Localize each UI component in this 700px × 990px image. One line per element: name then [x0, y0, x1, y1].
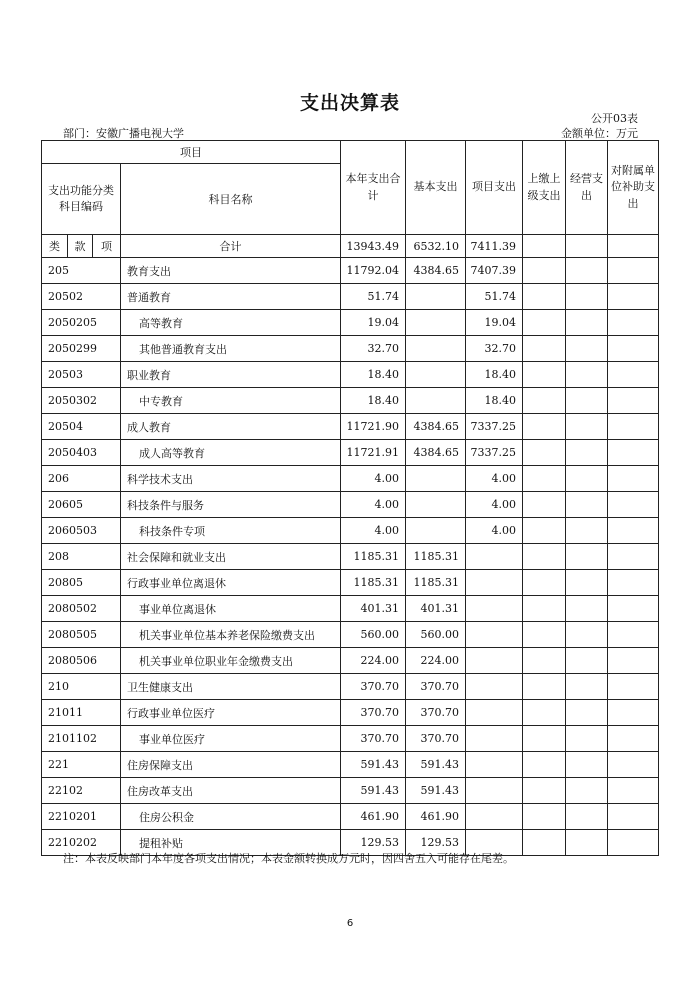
- row-basic: [406, 284, 466, 310]
- row-name: 高等教育: [121, 310, 341, 336]
- row-basic: 129.53: [406, 830, 466, 856]
- row-basic: 224.00: [406, 648, 466, 674]
- row-project: 4.00: [466, 518, 523, 544]
- row-basic: [406, 310, 466, 336]
- row-total: 224.00: [341, 648, 406, 674]
- row-name: 中专教育: [121, 388, 341, 414]
- row-operation: [566, 544, 608, 570]
- row-name: 普通教育: [121, 284, 341, 310]
- row-upper: [523, 648, 566, 674]
- row-subsidy: [608, 674, 659, 700]
- row-operation: [566, 362, 608, 388]
- page-title: 支出决算表: [299, 92, 400, 114]
- row-operation: [566, 310, 608, 336]
- table-row: [42, 518, 659, 544]
- row-upper: [523, 440, 566, 466]
- row-project: 7407.39: [466, 258, 523, 284]
- amount-unit-label: 金额单位：万元: [561, 127, 638, 140]
- row-project: 18.40: [466, 388, 523, 414]
- row-upper: [523, 466, 566, 492]
- row-upper: [523, 674, 566, 700]
- row-code: 2050205: [42, 310, 121, 336]
- row-project: [466, 700, 523, 726]
- row-total: 1185.31: [341, 570, 406, 596]
- row-upper: [523, 544, 566, 570]
- table-row: [42, 752, 659, 778]
- row-subsidy: [608, 388, 659, 414]
- table-row: [42, 726, 659, 752]
- table-row: [42, 414, 659, 440]
- row-upper: [523, 596, 566, 622]
- table-row: [42, 544, 659, 570]
- row-upper: [523, 518, 566, 544]
- row-name: 科技条件与服务: [121, 492, 341, 518]
- row-operation: [566, 336, 608, 362]
- row-name: 成人高等教育: [121, 440, 341, 466]
- row-project: 51.74: [466, 284, 523, 310]
- row-code: 20605: [42, 492, 121, 518]
- sum-basic: 6532.10: [406, 235, 466, 258]
- row-code: 206: [42, 466, 121, 492]
- table-row: [42, 284, 659, 310]
- row-subsidy: [608, 492, 659, 518]
- row-project: [466, 596, 523, 622]
- row-subsidy: [608, 362, 659, 388]
- header-xiang: 项: [93, 235, 121, 258]
- row-operation: [566, 752, 608, 778]
- row-basic: [406, 388, 466, 414]
- row-name: 行政事业单位医疗: [121, 700, 341, 726]
- table-row: [42, 778, 659, 804]
- row-total: 32.70: [341, 336, 406, 362]
- department-label: 部门：安徽广播电视大学: [63, 127, 184, 140]
- sum-upper: [523, 235, 566, 258]
- row-project: [466, 674, 523, 700]
- row-basic: 401.31: [406, 596, 466, 622]
- row-name: 机关事业单位职业年金缴费支出: [121, 648, 341, 674]
- row-operation: [566, 778, 608, 804]
- row-operation: [566, 726, 608, 752]
- row-subsidy: [608, 700, 659, 726]
- row-upper: [523, 778, 566, 804]
- row-subsidy: [608, 622, 659, 648]
- form-number: 公开03表: [591, 112, 638, 125]
- row-name: 机关事业单位基本养老保险缴费支出: [121, 622, 341, 648]
- row-name: 职业教育: [121, 362, 341, 388]
- row-operation: [566, 804, 608, 830]
- row-subsidy: [608, 518, 659, 544]
- row-operation: [566, 570, 608, 596]
- sum-total: 13943.49: [341, 235, 406, 258]
- row-total: 370.70: [341, 674, 406, 700]
- row-subsidy: [608, 804, 659, 830]
- row-upper: [523, 284, 566, 310]
- row-project: [466, 622, 523, 648]
- row-upper: [523, 570, 566, 596]
- table-row: [42, 596, 659, 622]
- row-upper: [523, 492, 566, 518]
- row-basic: 4384.65: [406, 440, 466, 466]
- table-row: [42, 700, 659, 726]
- row-total: 18.40: [341, 362, 406, 388]
- table-row: [42, 336, 659, 362]
- row-basic: 370.70: [406, 674, 466, 700]
- row-basic: 591.43: [406, 752, 466, 778]
- row-total: 4.00: [341, 492, 406, 518]
- row-code: 2080506: [42, 648, 121, 674]
- row-total: 591.43: [341, 752, 406, 778]
- row-code: 221: [42, 752, 121, 778]
- row-upper: [523, 830, 566, 856]
- row-code: 20805: [42, 570, 121, 596]
- row-subsidy: [608, 544, 659, 570]
- row-upper: [523, 310, 566, 336]
- page-number: 6: [346, 918, 354, 929]
- row-upper: [523, 700, 566, 726]
- row-total: 11792.04: [341, 258, 406, 284]
- row-code: 20503: [42, 362, 121, 388]
- row-code: 20502: [42, 284, 121, 310]
- row-basic: [406, 336, 466, 362]
- row-operation: [566, 284, 608, 310]
- row-total: 370.70: [341, 700, 406, 726]
- totals-row: [42, 235, 659, 258]
- row-name: 教育支出: [121, 258, 341, 284]
- header-lei: 类: [42, 235, 68, 258]
- row-project: 32.70: [466, 336, 523, 362]
- row-total: 4.00: [341, 466, 406, 492]
- table-row: [42, 388, 659, 414]
- row-upper: [523, 752, 566, 778]
- row-project: 7337.25: [466, 440, 523, 466]
- row-upper: [523, 362, 566, 388]
- row-name: 社会保障和就业支出: [121, 544, 341, 570]
- row-name: 事业单位离退休: [121, 596, 341, 622]
- row-basic: 591.43: [406, 778, 466, 804]
- row-name: 住房改革支出: [121, 778, 341, 804]
- row-name: 住房公积金: [121, 804, 341, 830]
- row-name: 其他普通教育支出: [121, 336, 341, 362]
- row-project: [466, 648, 523, 674]
- row-operation: [566, 596, 608, 622]
- row-basic: 461.90: [406, 804, 466, 830]
- row-basic: 560.00: [406, 622, 466, 648]
- row-name: 科学技术支出: [121, 466, 341, 492]
- header-operation: 经营支出: [566, 141, 608, 235]
- row-project: [466, 804, 523, 830]
- row-total: 461.90: [341, 804, 406, 830]
- row-operation: [566, 388, 608, 414]
- row-upper: [523, 726, 566, 752]
- row-upper: [523, 804, 566, 830]
- row-project: 19.04: [466, 310, 523, 336]
- row-total: 51.74: [341, 284, 406, 310]
- row-subsidy: [608, 648, 659, 674]
- table-row: [42, 570, 659, 596]
- row-basic: [406, 466, 466, 492]
- row-name: 行政事业单位离退休: [121, 570, 341, 596]
- row-operation: [566, 414, 608, 440]
- sum-label: 合计: [121, 235, 341, 258]
- table-row: [42, 492, 659, 518]
- row-basic: 1185.31: [406, 544, 466, 570]
- row-project: [466, 544, 523, 570]
- row-code: 2210202: [42, 830, 121, 856]
- row-code: 2080502: [42, 596, 121, 622]
- header-upper: 上缴上级支出: [523, 141, 566, 235]
- sum-subsidy: [608, 235, 659, 258]
- row-operation: [566, 648, 608, 674]
- row-code: 2101102: [42, 726, 121, 752]
- row-total: 18.40: [341, 388, 406, 414]
- row-subsidy: [608, 466, 659, 492]
- table-row: [42, 310, 659, 336]
- row-code: 2050299: [42, 336, 121, 362]
- row-name: 事业单位医疗: [121, 726, 341, 752]
- table-row: [42, 440, 659, 466]
- header-project: 项目支出: [466, 141, 523, 235]
- row-upper: [523, 258, 566, 284]
- row-subsidy: [608, 752, 659, 778]
- header-total: 本年支出合计: [341, 141, 406, 235]
- row-project: 4.00: [466, 466, 523, 492]
- row-project: [466, 778, 523, 804]
- row-subsidy: [608, 310, 659, 336]
- row-code: 210: [42, 674, 121, 700]
- table-row: [42, 622, 659, 648]
- row-code: 205: [42, 258, 121, 284]
- row-basic: [406, 362, 466, 388]
- row-upper: [523, 414, 566, 440]
- row-project: 7337.25: [466, 414, 523, 440]
- row-subsidy: [608, 726, 659, 752]
- row-subsidy: [608, 414, 659, 440]
- row-name: 提租补贴: [121, 830, 341, 856]
- row-total: 370.70: [341, 726, 406, 752]
- row-subsidy: [608, 284, 659, 310]
- row-code: 208: [42, 544, 121, 570]
- row-basic: 370.70: [406, 726, 466, 752]
- row-upper: [523, 336, 566, 362]
- row-operation: [566, 622, 608, 648]
- row-total: 591.43: [341, 778, 406, 804]
- row-code: 2050403: [42, 440, 121, 466]
- table-row: [42, 804, 659, 830]
- row-code: 2050302: [42, 388, 121, 414]
- row-basic: 1185.31: [406, 570, 466, 596]
- row-operation: [566, 492, 608, 518]
- sum-project: 7411.39: [466, 235, 523, 258]
- row-upper: [523, 622, 566, 648]
- row-total: 129.53: [341, 830, 406, 856]
- row-project: [466, 570, 523, 596]
- row-name: 成人教育: [121, 414, 341, 440]
- row-basic: 370.70: [406, 700, 466, 726]
- row-code: 2060503: [42, 518, 121, 544]
- footnote: 注：本表反映部门本年度各项支出情况；本表金额转换成万元时，因四舍五入可能存在尾差。: [63, 852, 514, 865]
- header-name: 科目名称: [121, 164, 341, 235]
- row-total: 19.04: [341, 310, 406, 336]
- row-project: [466, 752, 523, 778]
- row-upper: [523, 388, 566, 414]
- row-project: [466, 726, 523, 752]
- table-row: [42, 648, 659, 674]
- row-code: 2080505: [42, 622, 121, 648]
- header-code: 支出功能分类科目编码: [42, 164, 121, 235]
- row-subsidy: [608, 258, 659, 284]
- row-subsidy: [608, 440, 659, 466]
- row-name: 住房保障支出: [121, 752, 341, 778]
- row-operation: [566, 830, 608, 856]
- row-code: 21011: [42, 700, 121, 726]
- row-total: 11721.91: [341, 440, 406, 466]
- row-subsidy: [608, 570, 659, 596]
- header-subsidy: 对附属单位补助支出: [608, 141, 659, 235]
- row-operation: [566, 518, 608, 544]
- row-total: 1185.31: [341, 544, 406, 570]
- table-row: [42, 466, 659, 492]
- table-row: [42, 258, 659, 284]
- row-code: 22102: [42, 778, 121, 804]
- row-operation: [566, 674, 608, 700]
- row-subsidy: [608, 830, 659, 856]
- row-operation: [566, 466, 608, 492]
- expenditure-table: [41, 140, 659, 856]
- row-code: 2210201: [42, 804, 121, 830]
- row-basic: [406, 492, 466, 518]
- row-basic: 4384.65: [406, 258, 466, 284]
- header-basic: 基本支出: [406, 141, 466, 235]
- row-project: 4.00: [466, 492, 523, 518]
- row-operation: [566, 258, 608, 284]
- row-operation: [566, 700, 608, 726]
- row-subsidy: [608, 336, 659, 362]
- row-total: 401.31: [341, 596, 406, 622]
- row-name: 卫生健康支出: [121, 674, 341, 700]
- row-total: 4.00: [341, 518, 406, 544]
- row-subsidy: [608, 778, 659, 804]
- row-subsidy: [608, 596, 659, 622]
- sum-operation: [566, 235, 608, 258]
- row-project: 18.40: [466, 362, 523, 388]
- row-basic: [406, 518, 466, 544]
- row-total: 11721.90: [341, 414, 406, 440]
- table-row: [42, 362, 659, 388]
- row-operation: [566, 440, 608, 466]
- header-item: 项目: [42, 141, 341, 164]
- row-code: 20504: [42, 414, 121, 440]
- header-kuan: 款: [68, 235, 93, 258]
- table-row: [42, 674, 659, 700]
- row-basic: 4384.65: [406, 414, 466, 440]
- row-name: 科技条件专项: [121, 518, 341, 544]
- row-total: 560.00: [341, 622, 406, 648]
